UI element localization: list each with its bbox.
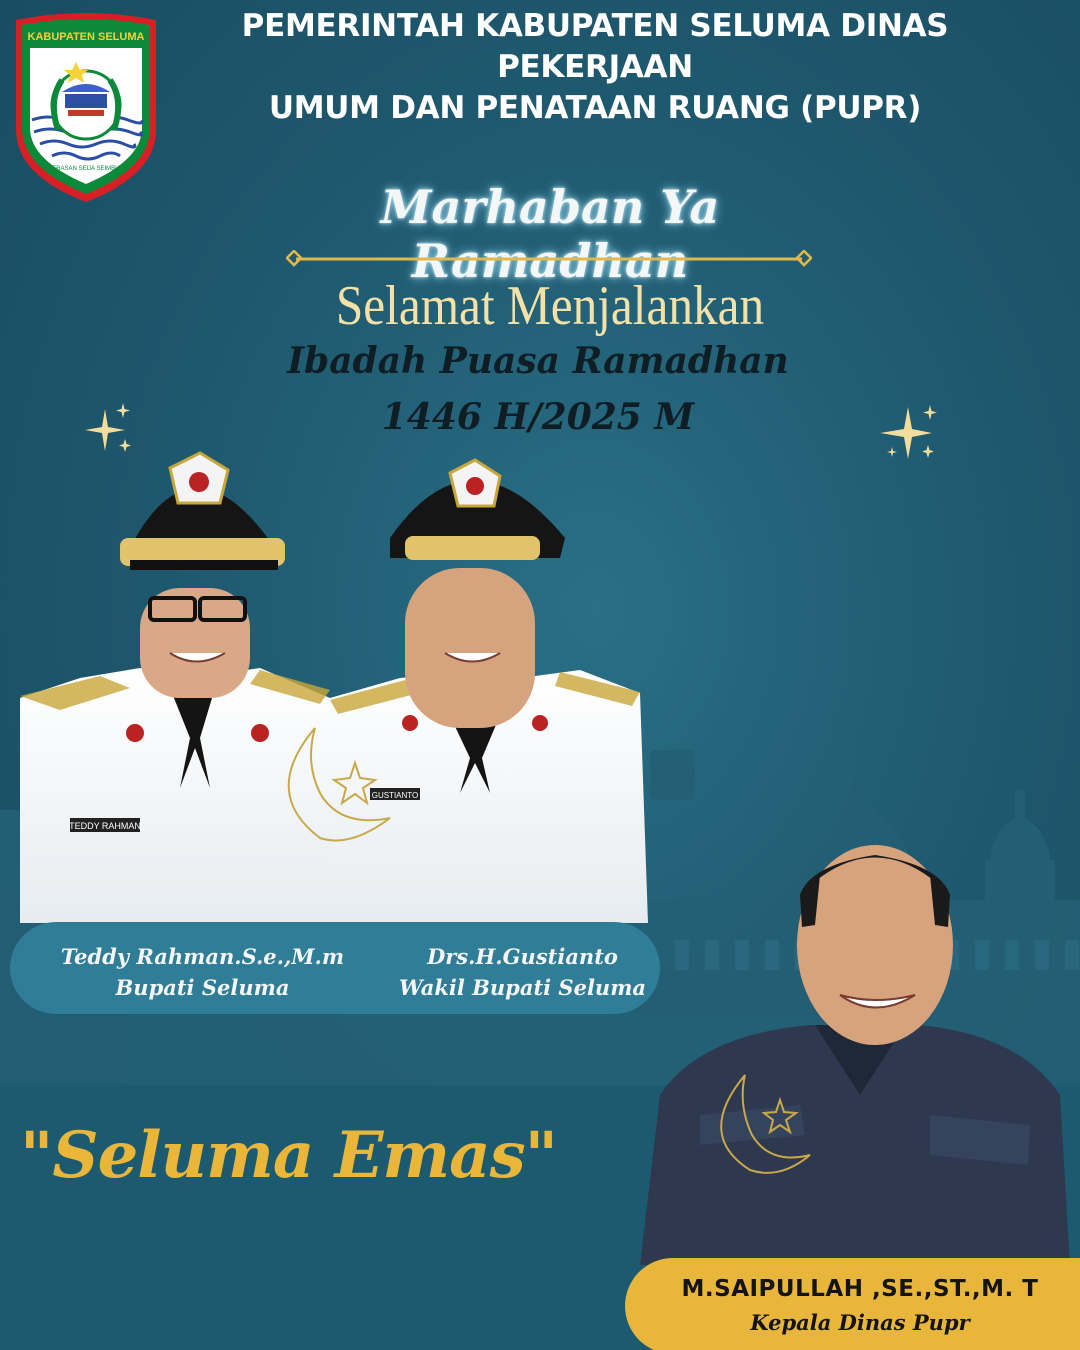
wakil-figure: [330, 460, 648, 923]
kepala-title: Kepala Dinas Pupr: [750, 1310, 970, 1335]
wakil-title: Wakil Bupati Seluma: [398, 975, 647, 1000]
header-line-2: UMUM DAN PENATAAN RUANG (PUPR): [268, 90, 922, 126]
officials-photo: [20, 448, 648, 923]
bupati-name: Teddy Rahman.S.e.,M.m: [60, 944, 345, 969]
kepala-dinas-photo: [640, 835, 1080, 1265]
wakil-nametag: GUSTIANTO: [371, 791, 419, 800]
bupati-figure: [20, 453, 330, 923]
wakil-caption: [385, 941, 660, 1003]
selamat-heading: Selamat Menjalankan: [335, 275, 765, 337]
logo-motto: SERASAN SEIJA SEIMBUN: [48, 166, 124, 172]
year-heading: 1446 H/2025 M: [381, 396, 695, 438]
page-title: [160, 6, 1030, 129]
regency-crest-icon: [10, 10, 162, 206]
svg-text:KABUPATEN SELUMA: KABUPATEN SELUMA: [27, 31, 145, 43]
header-line-1: PEMERINTAH KABUPATEN SELUMA DINAS PEKERJAAN: [241, 8, 949, 85]
ibadah-heading: Ibadah Puasa Ramadhan: [287, 340, 789, 382]
bupati-caption: [40, 941, 365, 1003]
kepala-name: M.SAIPULLAH ,SE.,ST.,M. T: [681, 1276, 1039, 1302]
marhaban-heading: Marhaban Ya Ramadhan: [380, 180, 720, 288]
bupati-title: Bupati Seluma: [115, 975, 290, 1000]
officials-name-banner: [10, 922, 660, 1014]
gold-divider: [286, 250, 812, 268]
sparkle-icon: [870, 395, 950, 475]
motto-text: "Seluma Emas": [20, 1118, 557, 1193]
wakil-name: Drs.H.Gustianto: [427, 944, 618, 969]
kepala-dinas-banner: [625, 1258, 1080, 1350]
bupati-nametag: TEDDY RAHMAN: [69, 821, 141, 831]
